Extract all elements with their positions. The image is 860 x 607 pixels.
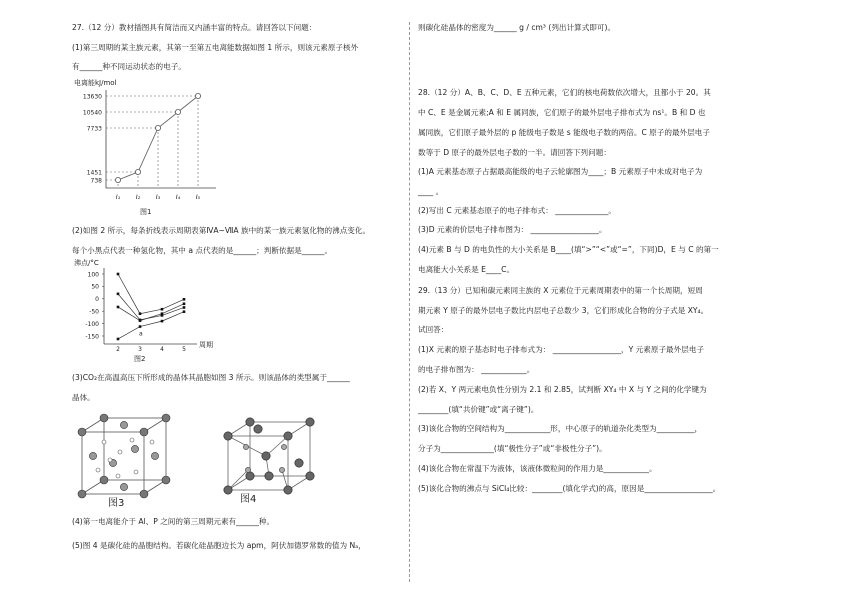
figure-2-boiling-point-chart	[72, 256, 222, 364]
fig3-atom	[78, 428, 86, 436]
q29-line1: 29.（13 分）已知和碳元素同主族的 X 元素位于元素周期表中的第一个长周期，短周	[418, 286, 703, 295]
fig1-y-tick-label: 13630	[82, 93, 102, 101]
q28-line1: 28.（12 分）A、B、C、D、E 五种元素，它们的核电荷数依次增大，且都小于 20。其	[418, 88, 711, 97]
q28-part2: (2)写出 C 元素基态原子的电子排布式： ______________。	[418, 206, 616, 215]
fig2-data-point	[161, 320, 164, 323]
fig2-data-point	[139, 325, 142, 328]
fig2-y-tick-label: 100	[87, 271, 99, 279]
fig4-atom	[265, 472, 273, 480]
fig3-oxygen-atom	[96, 468, 100, 472]
fig3-atom	[120, 421, 127, 428]
fig1-x-tick-label: I₅	[195, 193, 201, 201]
q28-part1-line2: ____ 。	[418, 187, 444, 196]
q28-part1-line1: (1)A 元素基态原子占据最高能级的电子云轮廓图为____；B 元素原子中未成对电子为	[418, 167, 703, 176]
fig3-atom	[151, 452, 158, 459]
fig1-y-tick-label: 738	[90, 177, 102, 185]
fig2-x-tick-label: 5	[182, 346, 186, 353]
fig3-oxygen-atom	[108, 458, 112, 462]
q29-part5: (5)该化合物的沸点与 SiCl₄比较：________(填化学式)的高，原因是__________________。	[418, 484, 721, 493]
fig2-data-point	[161, 312, 164, 315]
fig1-y-tick-label: 1451	[86, 169, 102, 177]
figure-3-co2-crystal-cell	[74, 412, 184, 508]
fig4-atom	[295, 459, 303, 467]
fig1-y-tick-label: 10540	[82, 109, 102, 117]
q27-part5: (5)图 4 是碳化硅的晶胞结构。若碳化硅晶胞边长为 apm，阿伏加德罗常数的值为 Nₐ，	[72, 541, 366, 550]
fig2-y-tick-label: -50	[89, 308, 99, 316]
column-divider	[409, 22, 410, 582]
fig1-data-point	[115, 177, 120, 182]
fig1-data-point	[135, 169, 140, 174]
fig3-atom	[162, 476, 170, 484]
fig2-data-point	[183, 302, 186, 305]
figure-1-ionization-chart	[72, 76, 222, 216]
fig3-oxygen-atom	[118, 450, 122, 454]
fig4-atom	[306, 418, 314, 426]
fig2-series-line	[118, 274, 184, 314]
fig4-atom	[246, 418, 254, 426]
fig1-x-tick-label: I₃	[155, 193, 161, 201]
fig1-data-point	[155, 125, 160, 130]
q28-line2: 中 C、E 是金属元素;A 和 E 属同族，它们原子的最外层电子排布式为 ns¹。B 和 D 也	[418, 108, 706, 117]
fig2-y-tick-label: 0	[95, 296, 99, 304]
fig4-title: 图4	[240, 494, 257, 505]
fig4-small-atom	[281, 444, 286, 449]
fig2-data-point	[117, 293, 120, 296]
fig4-atom	[262, 452, 270, 460]
fig2-x-tick-label: 3	[138, 346, 142, 353]
fig3-atom	[131, 445, 138, 452]
q27-part2-line2: 每个小黑点代表一种氢化物，其中 a 点代表的是______；判断依据是______。	[72, 246, 333, 255]
q28-part3: (3)D 元素的价层电子排布图为： __________________。	[418, 225, 607, 234]
fig3-atom	[100, 476, 108, 484]
q27-part2-line1: (2)如图 2 所示，每条折线表示周期表第ⅣA~ⅦA 族中的某一族元素氢化物的沸点变化。	[72, 226, 371, 235]
fig4-small-atom	[243, 444, 248, 449]
q29-part3-line2: 分子为______________(填“极性分子”或“非极性分子”)。	[418, 444, 607, 453]
fig3-atom	[162, 414, 170, 422]
q29-line2: 期元素 Y 原子的最外层电子数比内层电子总数少 3，它们形成化合物的分子式是 XY₄。	[418, 306, 709, 315]
fig2-series-line	[118, 312, 184, 339]
fig4-small-atom	[245, 467, 250, 472]
q28-part4-line1: (4)元素 B 与 D 的电负性的大小关系是 B____(填“>”“<”或“=”，下同)D，E 与 C 的第一	[418, 245, 719, 254]
fig3-title: 图3	[108, 498, 125, 508]
fig2-data-point	[183, 306, 186, 309]
fig2-ylabel: 沸点/°C	[74, 259, 99, 267]
fig3-oxygen-atom	[130, 438, 134, 442]
fig2-series-line	[118, 304, 184, 321]
q28-part4-line2: 电离能大小关系是 E____C。	[418, 265, 515, 274]
fig1-x-tick-label: I₁	[115, 193, 121, 201]
fig3-atom	[100, 414, 108, 422]
fig3-atom	[120, 483, 127, 490]
q27-part1-line1: (1)第三周期的某主族元素，其第一至第五电离能数据如图 1 所示，则该元素原子核外	[72, 43, 359, 52]
q29-part1-line1: (1)X 元素的原子基态时电子排布式为： __________________，Y 元素原子最外层电子	[418, 345, 705, 354]
fig1-ylabel: 电离能kJ/mol	[74, 79, 117, 87]
fig4-atom	[224, 432, 232, 440]
q28-line4: 数等于 D 原子的最外层电子数的一半。请回答下列问题：	[418, 148, 611, 157]
fig2-data-point	[117, 338, 120, 341]
fig2-data-point	[183, 310, 186, 313]
fig2-title: 图2	[134, 355, 146, 363]
fig4-small-atom	[279, 467, 284, 472]
fig4-atom	[254, 425, 262, 433]
fig1-data-point	[195, 93, 200, 98]
fig4-atom	[284, 486, 292, 494]
fig2-point-a-label: a	[139, 330, 143, 338]
fig3-oxygen-atom	[102, 440, 106, 444]
fig3-oxygen-atom	[150, 440, 154, 444]
fig2-data-point	[139, 312, 142, 315]
fig2-xlabel: 周期	[199, 341, 213, 349]
fig2-x-tick-label: 2	[116, 346, 120, 353]
q28-line3: 属同族，它们原子最外层的 p 能级电子数是 s 能级电子数的两倍。C 原子的最外层电子	[418, 128, 710, 137]
fig3-oxygen-atom	[116, 474, 120, 478]
fig2-data-point	[161, 308, 164, 311]
fig1-title: 图1	[140, 208, 152, 216]
fig3-atom	[140, 490, 148, 498]
fig3-atom	[89, 452, 96, 459]
fig3-atom	[140, 428, 148, 436]
fig4-atom	[306, 472, 314, 480]
fig2-y-tick-label: -150	[85, 333, 99, 341]
q27-part3-line2: 晶体。	[72, 393, 95, 402]
q29-part2-line2: ________(填“共价键”或“离子键”)。	[418, 405, 539, 414]
fig2-data-point	[117, 273, 120, 276]
q27-part5-continued: 则碳化硅晶体的密度为______ g / cm³ (列出计算式即可)。	[418, 23, 616, 32]
fig3-oxygen-atom	[134, 470, 138, 474]
fig2-data-point	[117, 306, 120, 309]
figure-4-sic-crystal-cell	[222, 414, 322, 506]
q27-part3-line1: (3)CO₂在高温高压下所形成的晶体其晶胞如图 3 所示。则该晶体的类型属于______	[72, 373, 350, 382]
q27-part4: (4)第一电离能介于 Al、P 之间的第三周期元素有______种。	[72, 517, 275, 526]
fig2-y-tick-label: -100	[85, 320, 99, 328]
fig3-atom	[78, 490, 86, 498]
fig4-atom	[284, 432, 292, 440]
fig1-y-tick-label: 7733	[86, 125, 102, 133]
fig2-x-tick-label: 4	[160, 346, 164, 353]
q27-part1-line2: 有______种不同运动状态的电子。	[72, 62, 186, 71]
q29-part1-line2: 的电子排布图为： ____________。	[418, 365, 535, 374]
fig4-atom	[224, 486, 232, 494]
fig2-y-tick-label: 50	[91, 283, 99, 291]
fig4-atom	[246, 472, 254, 480]
q29-part3-line1: (3)该化合物的空间结构为____________形，中心原子的轨道杂化类型为__________，	[418, 424, 703, 433]
fig1-data-point	[175, 109, 180, 114]
fig2-data-point	[139, 319, 142, 322]
fig1-x-tick-label: I₄	[175, 193, 181, 201]
q27-header: 27.（12 分）教材插图具有简洁而又内涵丰富的特点。请回答以下问题：	[72, 23, 317, 32]
q29-part2-line1: (2)若 X、Y 两元素电负性分别为 2.1 和 2.85，试判断 XY₄ 中 X 与 Y 之间的化学键为	[418, 385, 707, 394]
fig2-data-point	[183, 298, 186, 301]
q29-line3: 试回答：	[418, 325, 449, 334]
fig1-x-tick-label: I₂	[135, 193, 141, 201]
q29-part4: (4)该化合物在常温下为液体，该液体微粒间的作用力是____________。	[418, 464, 657, 473]
